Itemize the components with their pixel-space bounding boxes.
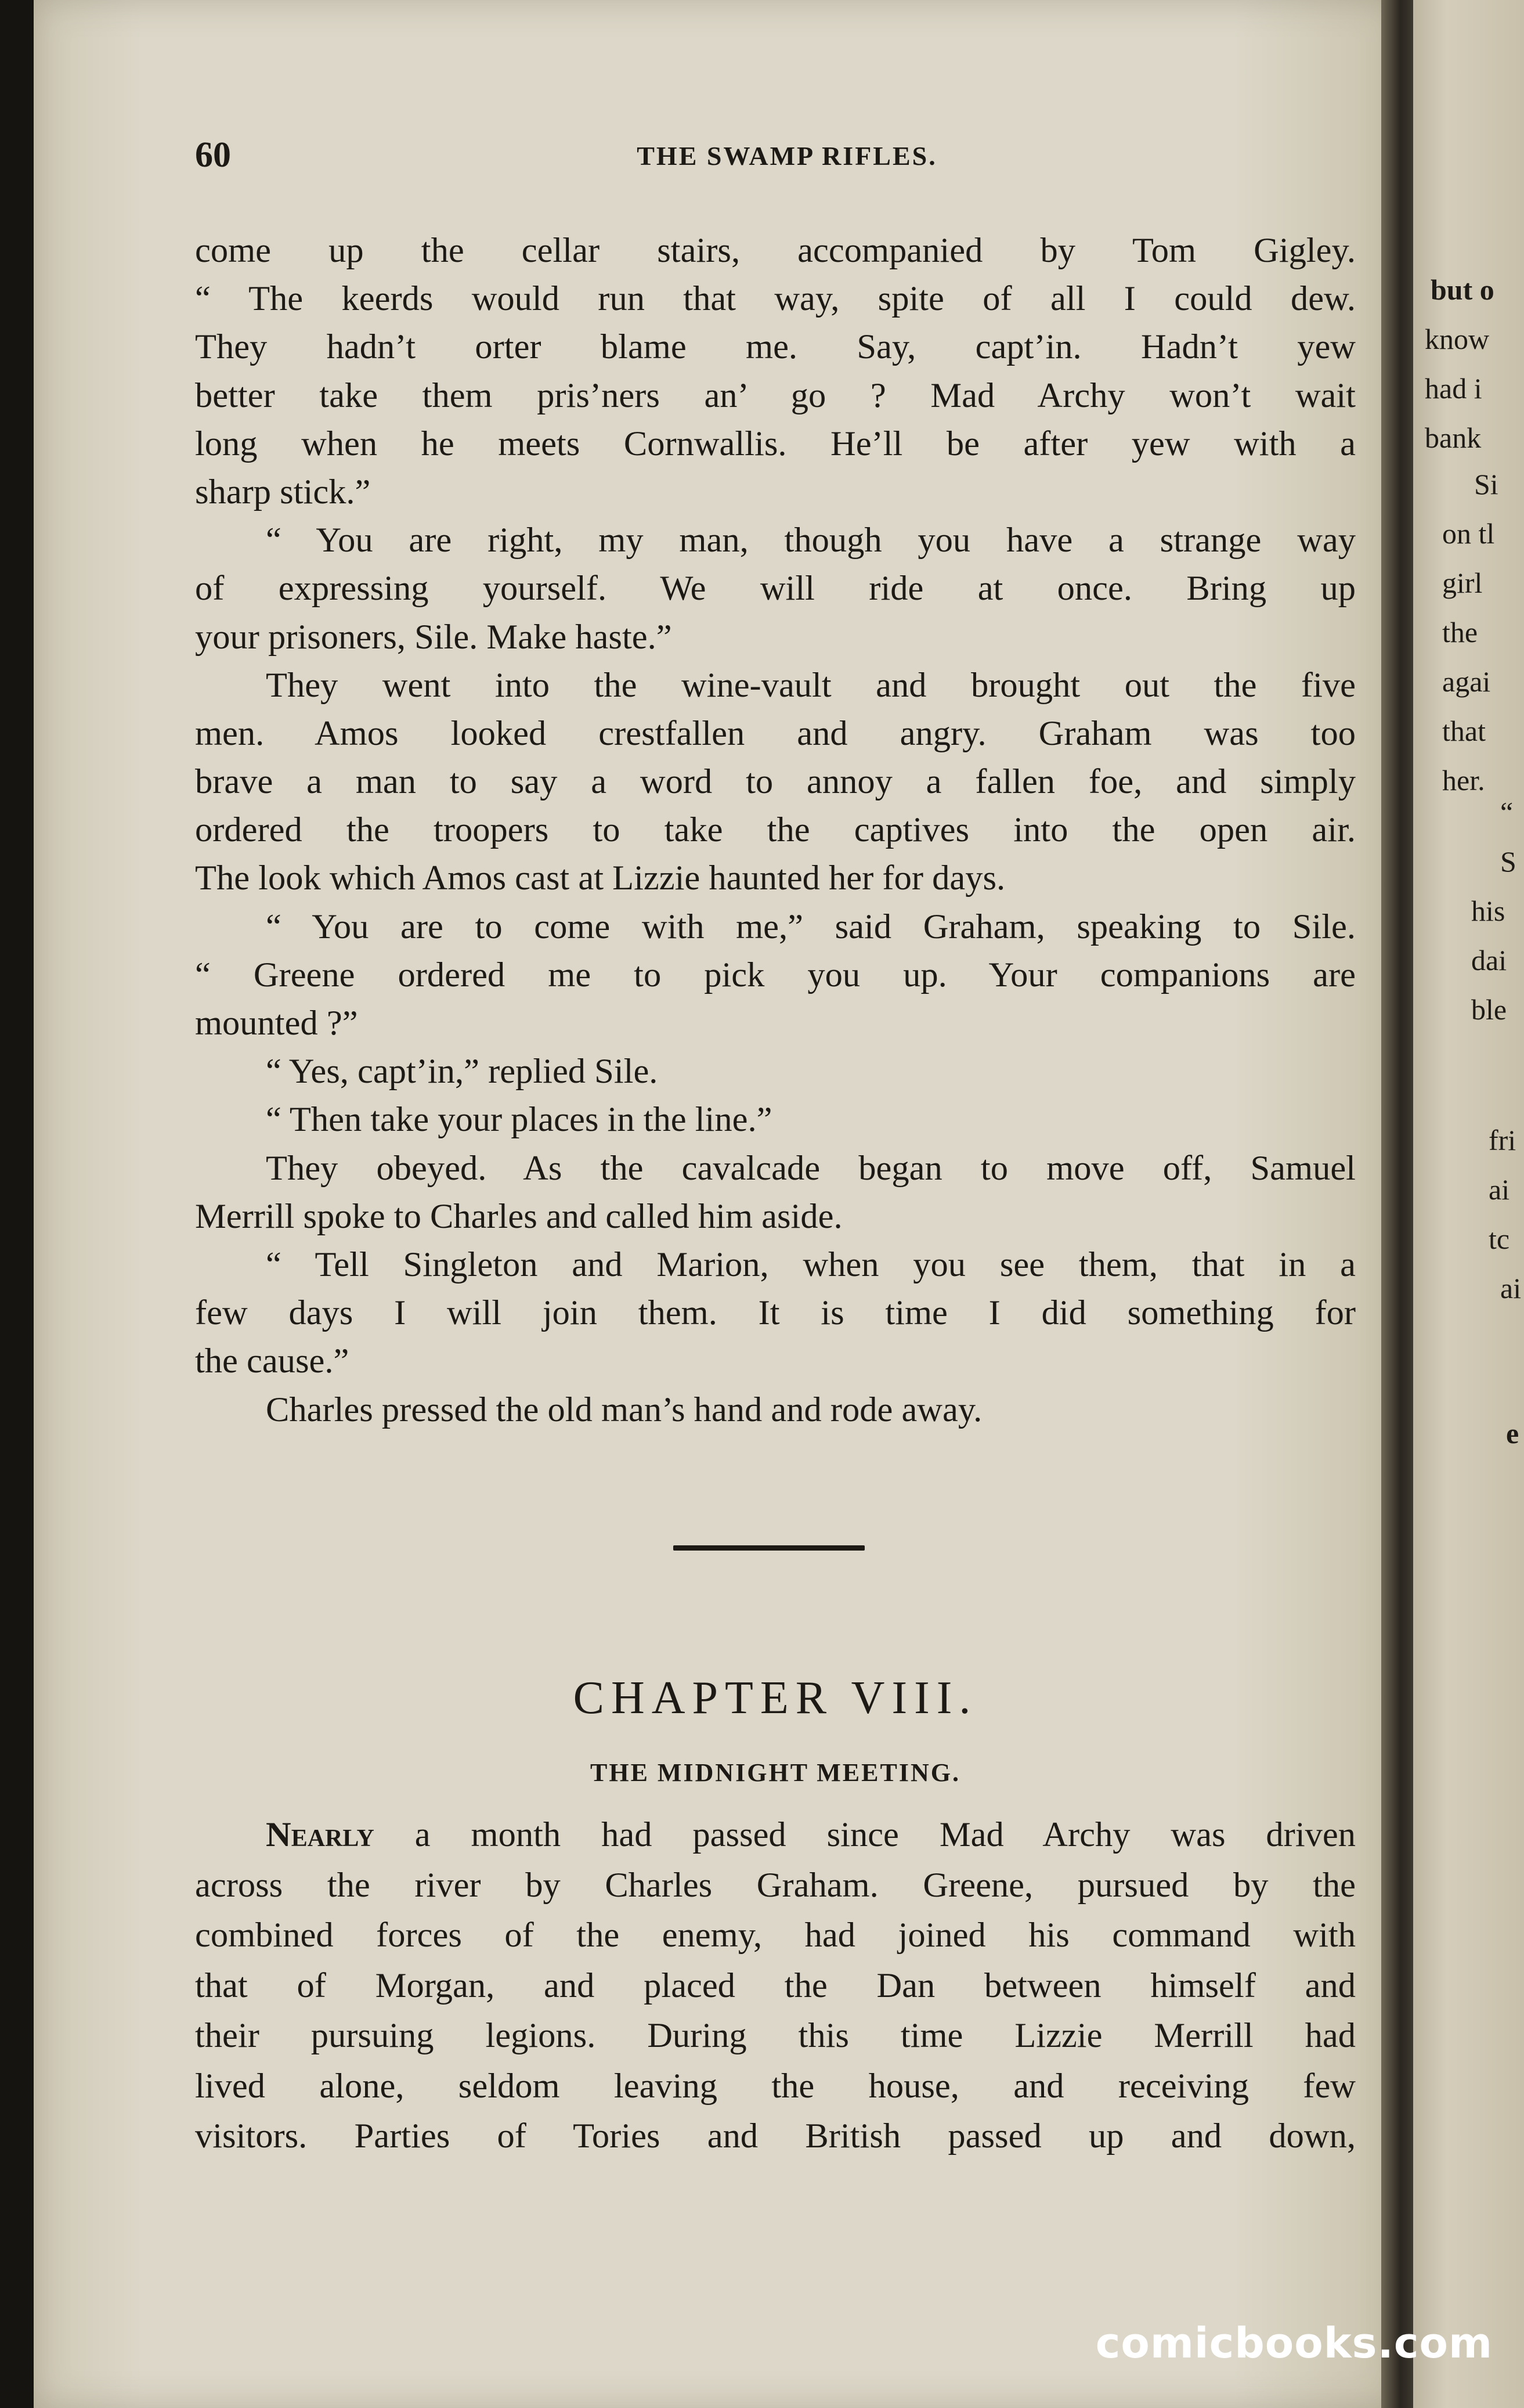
- text-line: mounted ?”: [195, 1004, 358, 1043]
- book-gutter: [1381, 0, 1413, 2408]
- text-line: “ The keerds would run that way, spite of all I could dew.: [195, 279, 1356, 319]
- text-line: come up the cellar stairs, accompanied by Tom Gigley.: [195, 231, 1356, 270]
- page-number: 60: [195, 135, 231, 175]
- text-line: better take them pris’ners an’ go ? Mad Archy won’t wait: [195, 376, 1356, 415]
- text-line: Charles pressed the old man’s hand and rode away.: [266, 1390, 983, 1429]
- chapter-heading: CHAPTER VIII.: [573, 1672, 978, 1724]
- facing-fragment: fri: [1489, 1124, 1516, 1156]
- text-line: few days I will join them. It is time I did something for: [195, 1293, 1356, 1333]
- text-line: long when he meets Cornwallis. He’ll be after yew with a: [195, 424, 1356, 463]
- facing-fragment: know: [1425, 323, 1490, 355]
- facing-fragment: that: [1442, 715, 1486, 747]
- text-line: lived alone, seldom leaving the house, and receiving few: [195, 2066, 1356, 2106]
- text-line: “ Greene ordered me to pick you up. Your companions are: [195, 955, 1356, 994]
- facing-fragment: his: [1471, 895, 1505, 927]
- facing-fragment: bank: [1425, 421, 1482, 454]
- text-line: They obeyed. As the cavalcade began to move off, Samuel: [266, 1148, 1356, 1188]
- text-line: their pursuing legions. During this time Lizzie Merrill had: [195, 2016, 1356, 2055]
- text-line: They hadn’t orter blame me. Say, capt’in. Hadn’t yew: [195, 327, 1356, 367]
- running-head: [195, 135, 1362, 187]
- text-line: across the river by Charles Graham. Greene, pursued by the: [195, 1865, 1356, 1905]
- text-line: of expressing yourself. We will ride at once. Bring up: [195, 569, 1356, 608]
- facing-page-edge: [1413, 0, 1524, 2408]
- text-line: visitors. Parties of Tories and British passed up and down,: [195, 2117, 1356, 2155]
- facing-fragment: ble: [1471, 993, 1507, 1026]
- text-line: ordered the troopers to take the captives into the open air.: [195, 810, 1356, 850]
- section-divider-rule: [673, 1545, 865, 1551]
- facing-fragment: ai: [1500, 1272, 1522, 1304]
- text-line: [195, 1810, 1356, 1861]
- chapter-subtitle: THE MIDNIGHT MEETING.: [590, 1758, 960, 1787]
- facing-fragment: girl: [1442, 567, 1483, 599]
- site-watermark: comicbooks.com: [1095, 2319, 1493, 2367]
- facing-fragment: had i: [1425, 372, 1482, 405]
- text-line: “ Then take your places in the line.”: [266, 1100, 772, 1140]
- body-text: [195, 226, 1356, 1434]
- text-line: “ Yes, capt’in,” replied Sile.: [266, 1052, 658, 1091]
- text-line: Merrill spoke to Charles and called him aside.: [195, 1196, 843, 1236]
- facing-fragment: Si: [1474, 468, 1498, 500]
- facing-fragment: but o: [1431, 273, 1494, 306]
- facing-fragment: on tl: [1442, 517, 1495, 550]
- chapter-text: [195, 1810, 1356, 2162]
- facing-fragment: her.: [1442, 764, 1485, 796]
- facing-fragment: e: [1506, 1417, 1519, 1450]
- text-line-rest: a month had passed since Mad Archy was driven: [374, 1815, 1356, 1854]
- facing-fragment: the: [1442, 616, 1478, 648]
- facing-fragment: dai: [1471, 944, 1507, 976]
- facing-fragment: tc: [1489, 1223, 1510, 1255]
- text-line: “ You are to come with me,” said Graham, speaking to Sile.: [266, 907, 1356, 946]
- text-line: sharp stick.”: [195, 472, 371, 511]
- text-line: The look which Amos cast at Lizzie haunted her for days.: [195, 859, 1006, 898]
- facing-fragment: ai: [1489, 1173, 1510, 1206]
- facing-fragment: “: [1500, 796, 1514, 828]
- text-line: They went into the wine-vault and brought out the five: [266, 665, 1356, 705]
- text-line: “ You are right, my man, though you have a strange way: [266, 521, 1356, 560]
- text-line: combined forces of the enemy, had joined his command with: [195, 1916, 1356, 1955]
- text-line: that of Morgan, and placed the Dan between himself and: [195, 1966, 1356, 2005]
- text-line: the cause.”: [195, 1342, 349, 1381]
- text-line: men. Amos looked crestfallen and angry. Graham was too: [195, 713, 1356, 753]
- text-line: your prisoners, Sile. Make haste.”: [195, 617, 672, 657]
- running-title: THE SWAMP RIFLES.: [637, 141, 937, 171]
- facing-fragment: S: [1500, 845, 1516, 878]
- facing-fragment: agai: [1442, 665, 1491, 698]
- text-line: “ Tell Singleton and Marion, when you see them, that in a: [266, 1245, 1356, 1284]
- drop-word: Nearly: [266, 1815, 374, 1854]
- text-line: brave a man to say a word to annoy a fallen foe, and simply: [195, 762, 1356, 802]
